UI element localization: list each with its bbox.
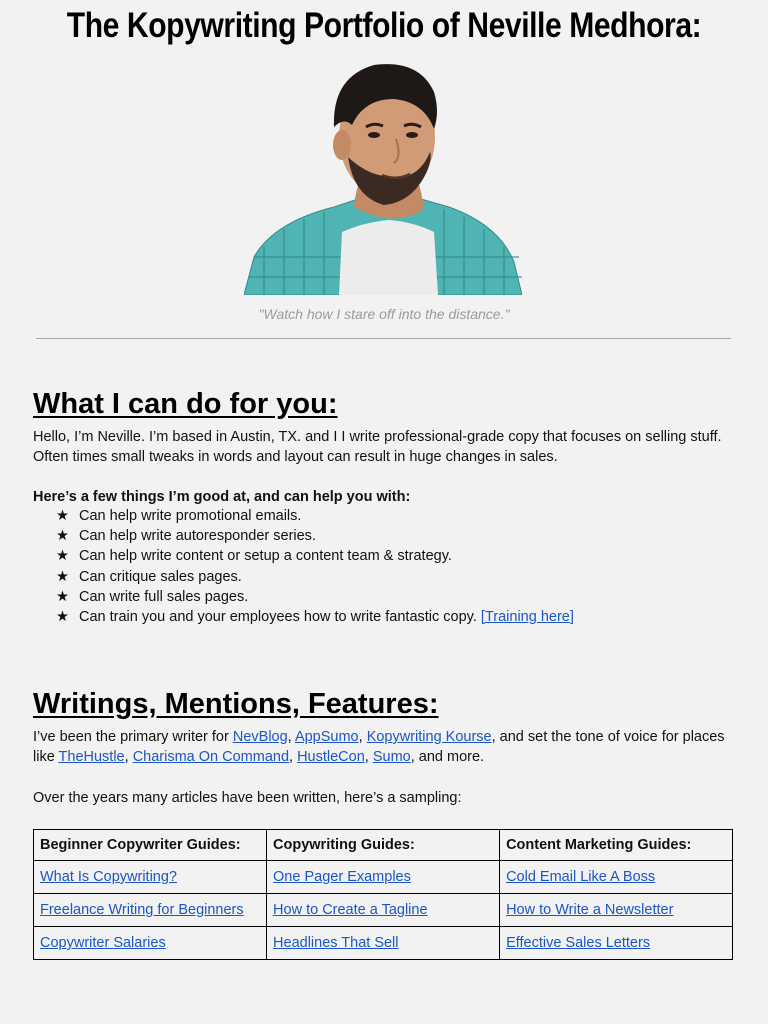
- column-header: Content Marketing Guides:: [500, 830, 733, 861]
- star-icon: ★: [56, 548, 69, 565]
- table-row: [34, 894, 733, 927]
- star-icon: ★: [56, 588, 69, 605]
- portrait-photo: [244, 57, 522, 295]
- training-link[interactable]: [Training here]: [480, 609, 574, 626]
- guide-link[interactable]: One Pager Examples: [273, 869, 411, 885]
- guide-link[interactable]: Cold Email Like A Boss: [506, 869, 656, 885]
- list-item: ★ Can critique sales pages.: [56, 567, 574, 587]
- column-header: Copywriting Guides:: [267, 830, 500, 861]
- guide-link[interactable]: How to Create a Tagline: [273, 902, 428, 918]
- writings-paragraph: I’ve been the primary writer for NevBlog, AppSumo, Kopywriting Kourse, and set the tone of voice for places like TheHustle, Charisma On Command, HustleCon, Sumo, and more.: [33, 729, 725, 765]
- guides-table: [33, 829, 733, 960]
- sampling-paragraph: Over the years many articles have been written, here’s a sampling:: [33, 790, 462, 806]
- hustlecon-link[interactable]: HustleCon: [297, 749, 365, 765]
- list-item: ★ Can help write autoresponder series.: [56, 526, 574, 546]
- table-header-row: [34, 830, 733, 861]
- skills-list: [56, 506, 574, 627]
- table-row: [34, 861, 733, 894]
- list-item: ★ Can write full sales pages.: [56, 587, 574, 607]
- star-icon: ★: [56, 528, 69, 545]
- kopywriting-kourse-link[interactable]: Kopywriting Kourse: [366, 729, 492, 745]
- list-item: ★ Can help write promotional emails.: [56, 506, 574, 526]
- nevblog-link[interactable]: NevBlog: [232, 729, 288, 745]
- charisma-on-command-link[interactable]: Charisma On Command: [132, 749, 290, 765]
- table-row: [34, 927, 733, 960]
- skills-list-heading: Here’s a few things I’m good at, and can help you with:: [33, 489, 411, 505]
- list-item: ★ Can help write content or setup a content team & strategy.: [56, 546, 574, 566]
- guide-link[interactable]: Copywriter Salaries: [40, 935, 166, 951]
- guide-link[interactable]: How to Write a Newsletter: [506, 902, 674, 918]
- photo-caption: "Watch how I stare off into the distance.": [258, 306, 510, 322]
- thehustle-link[interactable]: TheHustle: [58, 749, 125, 765]
- guide-link[interactable]: What Is Copywriting?: [40, 869, 177, 885]
- column-header: Beginner Copywriter Guides:: [34, 830, 267, 861]
- star-icon: ★: [56, 609, 69, 626]
- guide-link[interactable]: Effective Sales Letters: [506, 935, 651, 951]
- list-item: ★ Can train you and your employees how to write fantastic copy. [Training here]: [56, 607, 574, 627]
- appsumo-link[interactable]: AppSumo: [294, 729, 359, 745]
- intro-paragraph: Hello, I’m Neville. I’m based in Austin, TX. and I I write professional-grade copy that focuses on selling stuff. Often times small tweaks in words and layout can result in huge changes in sales.: [33, 429, 722, 465]
- writings-heading: Writings, Mentions, Features:: [33, 688, 439, 720]
- guide-link[interactable]: Headlines That Sell: [273, 935, 399, 951]
- sumo-link[interactable]: Sumo: [372, 749, 411, 765]
- page-title: The Kopywriting Portfolio of Neville Medhora:: [66, 6, 702, 45]
- services-heading: What I can do for you:: [33, 388, 338, 420]
- star-icon: ★: [56, 568, 69, 585]
- horizontal-divider: [36, 338, 731, 339]
- guide-link[interactable]: Freelance Writing for Beginners: [40, 902, 244, 918]
- star-icon: ★: [56, 508, 69, 524]
